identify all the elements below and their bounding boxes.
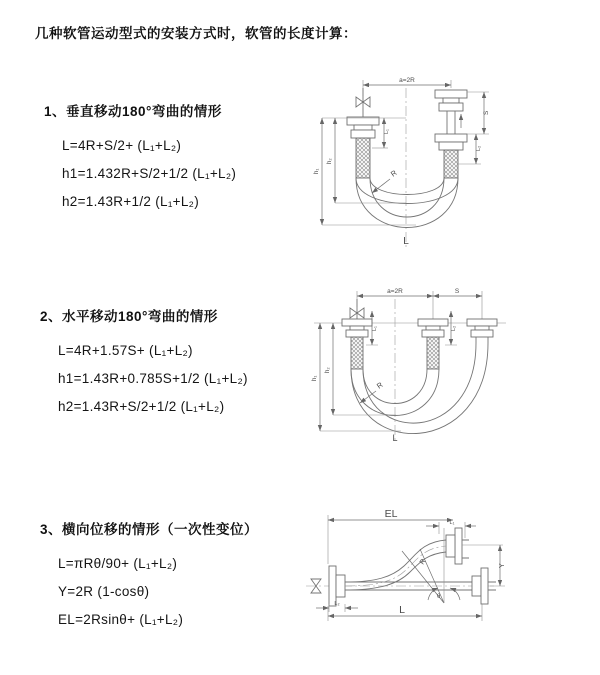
dim-label-l1: L₁ [372, 326, 378, 331]
dim-label-s: S [454, 288, 460, 295]
dim-label-l2: L₂ [451, 325, 457, 331]
formula-length: L=πRθ/90+ (L₁+L₂) [58, 556, 178, 571]
dim-label-theta: θ [437, 594, 441, 600]
dim-label-l1: L₁ [384, 129, 390, 134]
dim-label-r: R [388, 168, 399, 179]
dim-label-l: L [399, 604, 405, 616]
section-vertical-180-bend [44, 100, 236, 216]
dim-label-el: EL [384, 508, 398, 520]
section-lateral-displacement [40, 518, 258, 634]
section-heading: 2、水平移动180°弯曲的情形 [40, 309, 218, 324]
page-title: 几种软管运动型式的安装方式时，软管的长度计算： [35, 26, 357, 41]
formula-h1: h1=1.432R+S/2+1/2 (L₁+L₂) [62, 166, 237, 181]
formula-h2: h2=1.43R+1/2 (L₁+L₂) [62, 194, 200, 209]
u-bend-hose [351, 343, 488, 434]
dim-label-h1: h₁ [314, 168, 320, 174]
diagram-horizontal-180-bend [306, 283, 600, 453]
right-hose-fitting [467, 319, 497, 343]
section-horizontal-180-bend [40, 305, 248, 421]
dim-label-l: L [392, 433, 398, 443]
dim-label-a2r: a=2R [387, 288, 403, 295]
dim-label-r: R [374, 380, 385, 391]
dim-label-r: R [418, 557, 428, 567]
left-hose-fitting [347, 117, 379, 178]
dim-label-h2: h₂ [327, 158, 333, 164]
middle-hose-fitting [418, 319, 448, 369]
dim-label-l1: L₁ [449, 520, 455, 526]
dim-label-y: Y [499, 563, 506, 568]
dim-label-h2: h₂ [325, 367, 331, 373]
dim-label-l2: L₂ [334, 601, 340, 607]
valve-icon [350, 299, 364, 319]
left-hose-fitting [342, 319, 372, 369]
valve-icon [356, 88, 370, 117]
dim-label-s: S [483, 110, 490, 115]
dim-label-h1: h₁ [312, 375, 318, 381]
right-hose-fitting [435, 90, 467, 178]
upper-flange-fitting [446, 528, 469, 564]
formula-length: L=4R+1.57S+ (L₁+L₂) [58, 343, 193, 358]
dim-label-l2: L₂ [476, 145, 482, 151]
formula-length: L=4R+S/2+ (L₁+L₂) [62, 138, 182, 153]
formula-el: EL=2Rsinθ+ (L₁+L₂) [58, 612, 184, 627]
dim-label-l: L [403, 236, 409, 247]
braided-hose-section [444, 150, 458, 178]
formula-y: Y=2R (1-cosθ) [58, 584, 150, 599]
formula-h2: h2=1.43R+S/2+1/2 (L₁+L₂) [58, 399, 225, 414]
formula-h1: h1=1.43R+0.785S+1/2 (L₁+L₂) [58, 371, 248, 386]
section-heading: 1、垂直移动180°弯曲的情形 [44, 104, 222, 119]
braided-hose-section [356, 138, 370, 178]
s-curve-hose [345, 540, 446, 590]
braided-hose-section [427, 337, 439, 369]
diagram-lateral-displacement [298, 498, 600, 666]
braided-hose-section [351, 337, 363, 369]
diagram-vertical-180-bend [306, 72, 598, 260]
left-flange-fitting [329, 566, 345, 606]
dim-label-a2r: a=2R [399, 77, 415, 84]
section-heading: 3、横向位移的情形（一次性变位） [40, 522, 259, 537]
